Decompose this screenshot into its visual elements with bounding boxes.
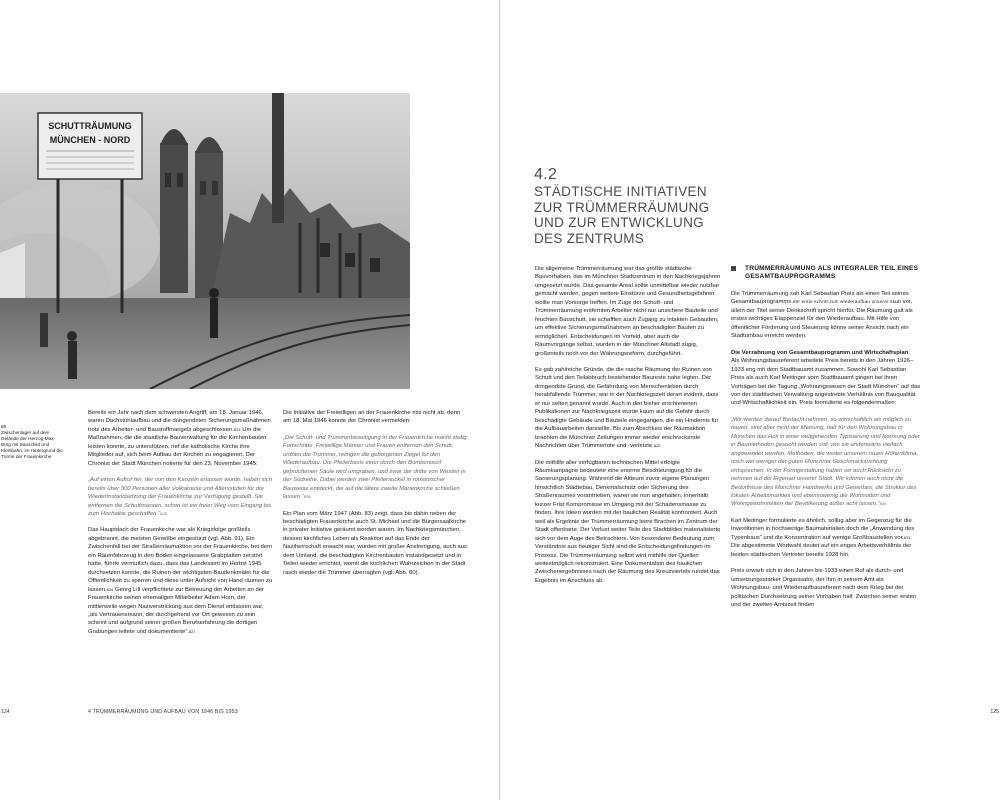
- page-number-left: 124: [1, 709, 10, 715]
- footnote-ref[interactable]: 827: [188, 628, 196, 634]
- footnote-ref[interactable]: 824: [233, 426, 241, 432]
- quote: „Die Schutt- und Trümmerbeseitigung in der Frauenkirche macht stetig Fortschritte. Freiwillige Männer und Frauen entfernen den Schutt, ordnen die Trümmer, reinigen die geborgenen Ziegel für den Wiederaufbau. Die Pfeilerbasis einer durch den Bombenwurf gebrochenen Säule wird umgraben, und zwar der dritte von Westen in der Südreihe. Dabei werden zwei Pfeilersockel in romanischer Bauweise entdeckt, die auf die ältere zweite Marienkirche schließen lassen.“$^{828}$: [283, 434, 467, 501]
- running-footer-chapter: 4 TRÜMMERRÄUMUNG UND AUFBAU VON 1946 BIS 1953: [88, 709, 238, 715]
- paragraph: Als Wohnungsbaureferent arbeitete Preis bereits in den Jahren 1926–1933 eng mit dem Stadtbauamt zusammen. Sowohl Karl Sebastian Preis als auch Karl Meitinger vom Stadtbauamt gingen bei ihren Vorträgen bei der Tagung „Wohnungswesen der Stadt München“ auf das von der städtischen Verwaltung angestrebte Verhältnis von Bauqualität und Wirtschaftlichkeit ein. Preis formulierte es folgendermaßen:: [731, 358, 921, 407]
- footnote-ref[interactable]: 829: [653, 443, 661, 449]
- left-column-1: [88, 409, 274, 636]
- paragraph: Ein Plan vom März 1947 (Abb. 83) zeigt, dass bis dahin neben der beschädigten Frauenkirche auch St. Michael und die Bürgersaalkirche in privater Initiative geräumt worden waren. Im Nachkriegsmünchen, dessen kirchliches Leben als Reaktion auf das Ende der Naziherrschaft erwacht war, wurden mit großer Anstrengung, auch aus dem Umland, die beschädigten Kirchenbauten instandgesetzt und in Teilen wieder errichtet, womit die kirchlichen Wahrzeichen in der Stadt rasch wieder die Trümmer überragten (vgl. Abb. 80).: [283, 510, 468, 576]
- page-number-right: 125: [990, 709, 999, 715]
- figure-caption: [1, 424, 63, 460]
- section-heading: TRÜMMERRÄUMUNG ALS INTEGRALER TEIL EINES GESAMTBAUPROGRAMMS: [731, 265, 921, 281]
- right-column-2: [731, 265, 921, 609]
- footnote-ref[interactable]: 826: [106, 586, 114, 592]
- quote: „Auf einen Aufruf hin, der von den Kanzeln erlassen wurde, haben sich bereits über 300 Personen aller Volkskreise und Altersstufen für die Wiederinstandsetzung der Frauenkirche zur Verfügung gestellt. Sie entfernen die Schuttmassen, schon ist ein freier Weg vom Eingang bis zum Hochaltar geschaffen.“$^{825}$: [88, 477, 273, 517]
- footnote-ref[interactable]: 828: [303, 494, 311, 500]
- footnote-ref[interactable]: 830: [879, 501, 887, 507]
- sign-line-2: MÜNCHEN - NORD: [49, 135, 131, 145]
- paragraph: Das Hauptdach der Frauenkirche war als Kriegsfolge großteils abgebrannt, die meisten Gewölbe eingestürzt (vgl. Abb. 91). Ein Zwischenfall bei der Straßenräumaktion vor der Frauenkirche, bei dem ein Räumfahrzeug in den Boden eingelassene Grabplatten zerstört hatte, führte vermutlich dazu, dass das Landesamt im Herbst 1945 durchsetzen konnte, die Ruinen der wichtigsten Baudenkmäler für die Öffentlichkeit zu sperren und diese unter Aufsicht von Hand räumen zu lassen.$^{826}$ Georg Lill verpflichtete zur Betreuung der Arbeiten an der Frauenkirche seinen ehemaligen Mitarbeiter Adam Horn, der mittlerweile wegen Naziverstrickung aus dem Dienst entlassen war, „als Vertrauensmann, der durchgehend vor Ort gewesen zu sein scheint und aufgrund seiner großen Berufserfahrung die dortigen Grabungen leitete und dokumentierte“.$^{827}$: [88, 527, 273, 635]
- paragraph: Die allgemeine Trümmerräumung war das größte städtische Bauvorhaben, das im Münchner Stadtzentrum in den Nachkriegsjahren umgesetzt wurde. Das gesamte Areal sollte unmittelbar wieder nutzbar gemacht werden, gegen weitere Einstürze und Gesundheitsgefahren wollte man Vorsorge treffen. Im Zuge der Schutt- und Trümmerräumung entfernten Arbeiter nicht nur unsichere Bauteile und feuchten Bauschutt, sie schafften auch Zugang zu intakten Gebäuden, um effektive Sicherungsmaßnahmen an beschädigten Bauten zu ermöglichen. Entscheidungen im Vorfeld, aber auch die Räumvorgänge selbst, wurden in der Münchner Altstadt zügig, großenteils noch vor der Währungsreform, durchgeführt.: [535, 266, 721, 357]
- paragraph: Bereits ein Jahr nach dem schwersten Angriff, am 18. Januar 1946, waren Dachstuhlaufbau und die dringendsten Sicherungsmaßnahmen trotz des Arbeiter- und Baustoffmangels abgeschlossen.$^{824}$ Um die Maßnahmen, die die staatliche Bauverwaltung für die Kirchenbauten leisten konnte, zu unterstützen, rief die katholische Kirche ihre Mitglieder auf, sich beim Aufbau der Kirchen zu engagieren. Der Chronist der Stadt München notierte für den 23. November 1945:: [88, 410, 271, 467]
- paragraph: Die Trümmerräumung sah Karl Sebastian Preis als einen Teil seines Gesamtbauprogramms der erste schritt zum wiederaufbau unserer stadt vor, allein der Titel seiner Denkschrift spricht hierfür. Die Räumung galt als erstes wichtiges Etappenziel für den Wiederaufbau. Mit Hilfe von öffentlicher Förderung und Steuerung könne seiner Ansicht nach ein Stadtumbau erreicht werden.: [731, 291, 913, 340]
- paragraph: Es gab zahlreiche Gründe, die die rasche Räumung der Ruinen von Schutt und den Teilabbruch bestehender Baureste nahe legten. Der dringendste Grund, die Gefährdung von Menschenleben durch herabfallende Trümmer, war in der Nachkriegszeit derart evident, dass er nur selten genannt wurde. Auch in den bisher erschienenen Publikationen zur Nachkriegszeit wurde kaum auf die Gefahr durch beschädigte Gebäude und Bauteile eingegangen, die ein Hindernis für die Aufbauarbeiten darstellte. Bis zum Abschluss der Räumaktion brachten die Münchner Zeitungen immer wieder erschreckende Nachrichten über Trümmertote und -verletzte.$^{829}$: [535, 366, 719, 450]
- subheading: Die Verzahnung von Gesamtbauprogramm und Wirtschaftsplan: [731, 349, 909, 356]
- paragraph: Karl Meitinger formulierte es ähnlich, sollug aber im Gegenzug für die Investitionen in hochwertige Baumaterialien doch die „Anwendung des Typenbaus“ und die Konzentration auf wenige Großbaustellen vor.$^{831}$ Die abgestimmte Wortwahl deutet auf ein enges Arbeitsverhältnis der beiden städtischen Vertreter bereits 1928 hin.: [731, 517, 915, 558]
- chapter-number: 4.2: [534, 166, 558, 183]
- square-bullet-icon: [731, 266, 736, 271]
- footnote-ref[interactable]: 825: [160, 510, 167, 516]
- sign-line-1: SCHUTTRÄUMUNG: [48, 121, 132, 131]
- right-column-1: [535, 265, 721, 585]
- paragraph: Preis erwarb sich in den Jahren bis 1933 einen Ruf als durch- und umsetzungsstarker Organisator, der ihm in seinem Amt als Wohnungsbau- und Wiederaufbaureferent nach dem Krieg bei der politischen Durchsetzung seiner Vorhaben half. Zwischen seiner ersten und der zweiten Amtszeit finden: [731, 568, 917, 608]
- paragraph: Die Initiative der Freiwilligen an der Frauenkirche riss nicht ab, denn am 18. Mai 1946 konnte der Chronist vermelden:: [283, 410, 461, 425]
- figure-number: 80: [1, 424, 7, 429]
- left-column-2: [283, 409, 469, 577]
- footnote-ref[interactable]: 831: [903, 534, 911, 540]
- page-gutter: [499, 0, 501, 800]
- chapter-title: STÄDTISCHE INITIATIVEN ZUR TRÜMMERRÄUMUNG UND ZUR ENTWICKLUNG DES ZENTRUMS: [534, 184, 710, 246]
- smallcaps-title: der erste schritt zum wiederaufbau unserer stadt: [792, 299, 902, 305]
- rubble-clearance-photo: [0, 93, 410, 389]
- figure-caption-text: Zwischenlager auf dem Gelände der Herzog-Max-Burg mit Bauschild und Kleinbahn, im Hintergrund die Türme der Frauenkirche: [1, 430, 63, 459]
- paragraph: Die mithilfe aller verfügbaren technischen Mittel erfolgte Räumkampagne bedeutete eine enorme Beschleunigung für die Sanierungsplanung. Während die Akteure zuvor eigene Planungen hinsichtlich Städtebau, Denkmalschutz oder Sicherung des Straßenraumes vorantrieben, waren sie nun angehalten, innerhalb kurzer Frist Kompromisse im Umgang mit der Schadensmasse zu finden. Ihre Ideen wurden mit der baulichen Realität konfrontiert. Auch weil als Ergebnis der Trümmerräumung leere Brachen im Zentrum der Stadt offenbarte. Der Verlust weiter Teile des Stadtbildes materialisierte sich vor dem Auge des Betrachters. Von besonderer Bedeutung zum Verständnis aus heutiger Sicht sind die Entscheidungsfindungen im Prozess. Die Trümmerräumung selbst wird mithilfe der Quellen weitestmöglich rekonstruiert. Eine Dokumentation des baulichen Zwischenergebnisses nach der Räumung des Kreuzviertels rundet das Ergebnis im Anschluss ab.: [535, 459, 721, 584]
- quote: „Wir werden darauf Bedacht nehmen, so wirtschaftlich als möglich zu bauen, sind aber nicht der Meinung, daß für den Wohnungsbau in München das Heil in einer weitgehenden Typisierung und Normung oder in Baumethoden gesucht werden soll, wie sie andenwärts vielfach angewendet werden; Methoden, die weder unserem rauen Höhenklima, noch viel weniger der guten Münchner Geschmacksrichtung entsprechen. In der Formgestaltung haben wir auch Rücksicht zu nehmen auf die Eigenart unserer Stadt. Wir können auch nicht die Bedürfnisse des Münchner Handwerks und Gewerbes, die Struktur des lokalen Arbeitsmarktes und ebensowenig die Wohnsitten und Wohngewohnheiten der Bevölkerung außer acht lassen.“$^{830}$: [731, 416, 920, 508]
